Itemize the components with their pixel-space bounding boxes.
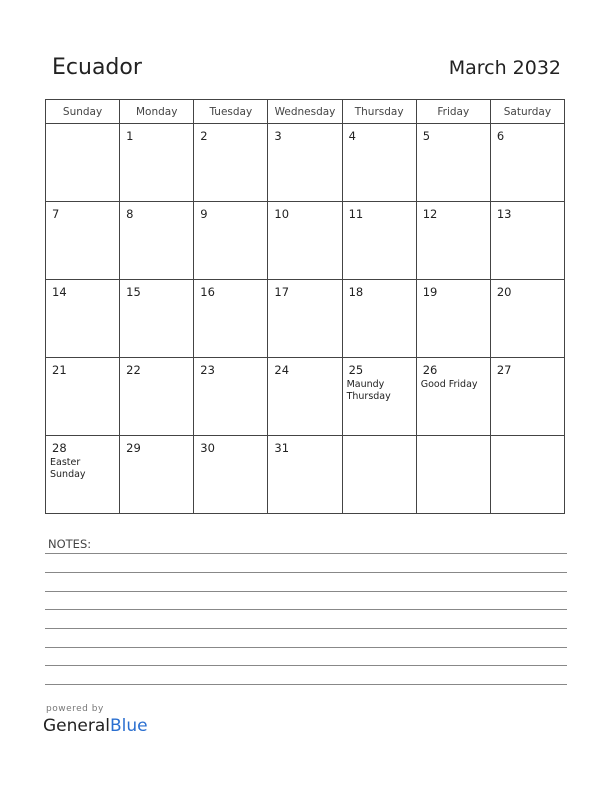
day-number: 19: [422, 285, 438, 299]
day-number: 12: [422, 207, 438, 221]
day-cell: [268, 358, 342, 436]
day-number: 29: [126, 441, 141, 455]
day-number: 3: [274, 129, 282, 143]
weekday-header: Friday: [416, 100, 490, 124]
day-cell: [342, 358, 416, 436]
day-cell: [46, 358, 120, 436]
day-number: 6: [496, 129, 505, 143]
day-number: 16: [200, 285, 215, 299]
weekday-header: Wednesday: [268, 100, 342, 124]
day-number: 18: [348, 285, 364, 299]
week-row: [46, 436, 565, 514]
day-cell: [120, 280, 194, 358]
day-number: 10: [274, 207, 290, 221]
day-cell: [194, 358, 268, 436]
day-number: 28: [52, 441, 67, 455]
day-cell: [120, 124, 194, 202]
day-cell: [342, 436, 416, 514]
day-number: 8: [126, 207, 134, 221]
weekday-header: Thursday: [342, 100, 416, 124]
powered-by-text: powered by: [46, 704, 104, 714]
day-cell: [268, 280, 342, 358]
day-cell: [490, 124, 564, 202]
notes-label: NOTES:: [48, 537, 92, 551]
notes-line: [45, 591, 567, 592]
day-number: 21: [52, 363, 67, 377]
day-cell: [416, 358, 490, 436]
day-cell: [490, 202, 564, 280]
day-number: 4: [348, 129, 356, 143]
day-cell: [268, 436, 342, 514]
day-number: 24: [274, 363, 290, 377]
holiday-label: Good Friday: [420, 379, 478, 390]
weekday-header: Sunday: [46, 100, 120, 124]
day-cell: [194, 280, 268, 358]
day-number: 7: [52, 207, 60, 221]
brand-general: General: [43, 716, 110, 736]
day-number: 5: [422, 129, 431, 143]
weekday-header: Monday: [120, 100, 194, 124]
day-cell: [268, 124, 342, 202]
notes-line: [45, 628, 567, 629]
notes-line: [45, 684, 567, 685]
holiday-label: Maundy Thursday: [346, 379, 391, 402]
country-title: Ecuador: [52, 55, 142, 80]
day-cell: [268, 202, 342, 280]
day-cell: [490, 280, 564, 358]
notes-line: [45, 572, 567, 573]
notes-line: [45, 647, 567, 648]
day-cell: [120, 436, 194, 514]
day-number: 23: [200, 363, 215, 377]
day-number: 14: [52, 285, 67, 299]
day-number: 30: [200, 441, 215, 455]
notes-line: [45, 553, 567, 554]
day-number: 25: [348, 363, 364, 377]
day-cell: [416, 436, 490, 514]
day-cell: [46, 436, 120, 514]
day-cell: [342, 280, 416, 358]
day-number: 2: [200, 129, 208, 143]
day-cell: [490, 358, 564, 436]
day-cell: [194, 436, 268, 514]
brand-blue: Blue: [110, 716, 148, 736]
day-cell: [342, 124, 416, 202]
calendar-grid: [45, 99, 565, 514]
day-number: 15: [126, 285, 141, 299]
day-cell: [46, 124, 120, 202]
day-cell: [416, 124, 490, 202]
month-title: March 2032: [448, 57, 561, 79]
day-number: 17: [274, 285, 290, 299]
week-row: [46, 202, 565, 280]
week-row: [46, 280, 565, 358]
weekday-header: Saturday: [490, 100, 564, 124]
day-cell: [120, 358, 194, 436]
weekday-header: Tuesday: [194, 100, 268, 124]
day-cell: [194, 202, 268, 280]
day-cell: [490, 436, 564, 514]
day-cell: [194, 124, 268, 202]
day-number: 31: [274, 441, 290, 455]
day-number: 11: [348, 207, 364, 221]
notes-line: [45, 665, 567, 666]
generalblue-logo[interactable]: [43, 716, 148, 736]
notes-line: [45, 609, 567, 610]
day-number: 22: [126, 363, 141, 377]
day-number: 20: [496, 285, 512, 299]
day-number: 9: [200, 207, 208, 221]
week-row: [46, 124, 565, 202]
weekday-header-row: [46, 100, 565, 124]
day-cell: [416, 280, 490, 358]
holiday-label: Easter Sunday: [50, 457, 86, 480]
day-cell: [46, 280, 120, 358]
day-cell: [342, 202, 416, 280]
week-row: [46, 358, 565, 436]
day-cell: [120, 202, 194, 280]
day-number: 27: [496, 363, 512, 377]
day-cell: [416, 202, 490, 280]
day-number: 13: [496, 207, 512, 221]
day-cell: [46, 202, 120, 280]
day-number: 1: [126, 129, 134, 143]
day-number: 26: [422, 363, 438, 377]
